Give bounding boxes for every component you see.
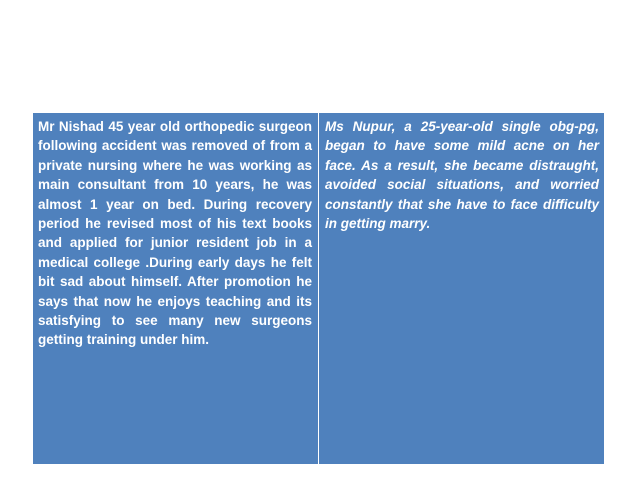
case-table (33, 113, 604, 464)
case-cell-mr-nishad: Mr Nishad 45 year old orthopedic surgeon following accident was removed of from a private nursing where he was working as main consultant from 10 years, he was almost 1 year on bed. During recovery period he revised most of his text books and applied for junior resident job in a medical college .During early days he felt bit sad about himself. After promotion he says that now he enjoys teaching and its satisfying to see many new surgeons getting training under him. (33, 113, 318, 464)
case-cell-ms-nupur: Ms Nupur, a 25-year-old single obg-pg, began to have some mild acne on her face. As a result, she became distraught, avoided social situations, and worried constantly that she have to face difficulty in getting marry. (319, 113, 604, 464)
